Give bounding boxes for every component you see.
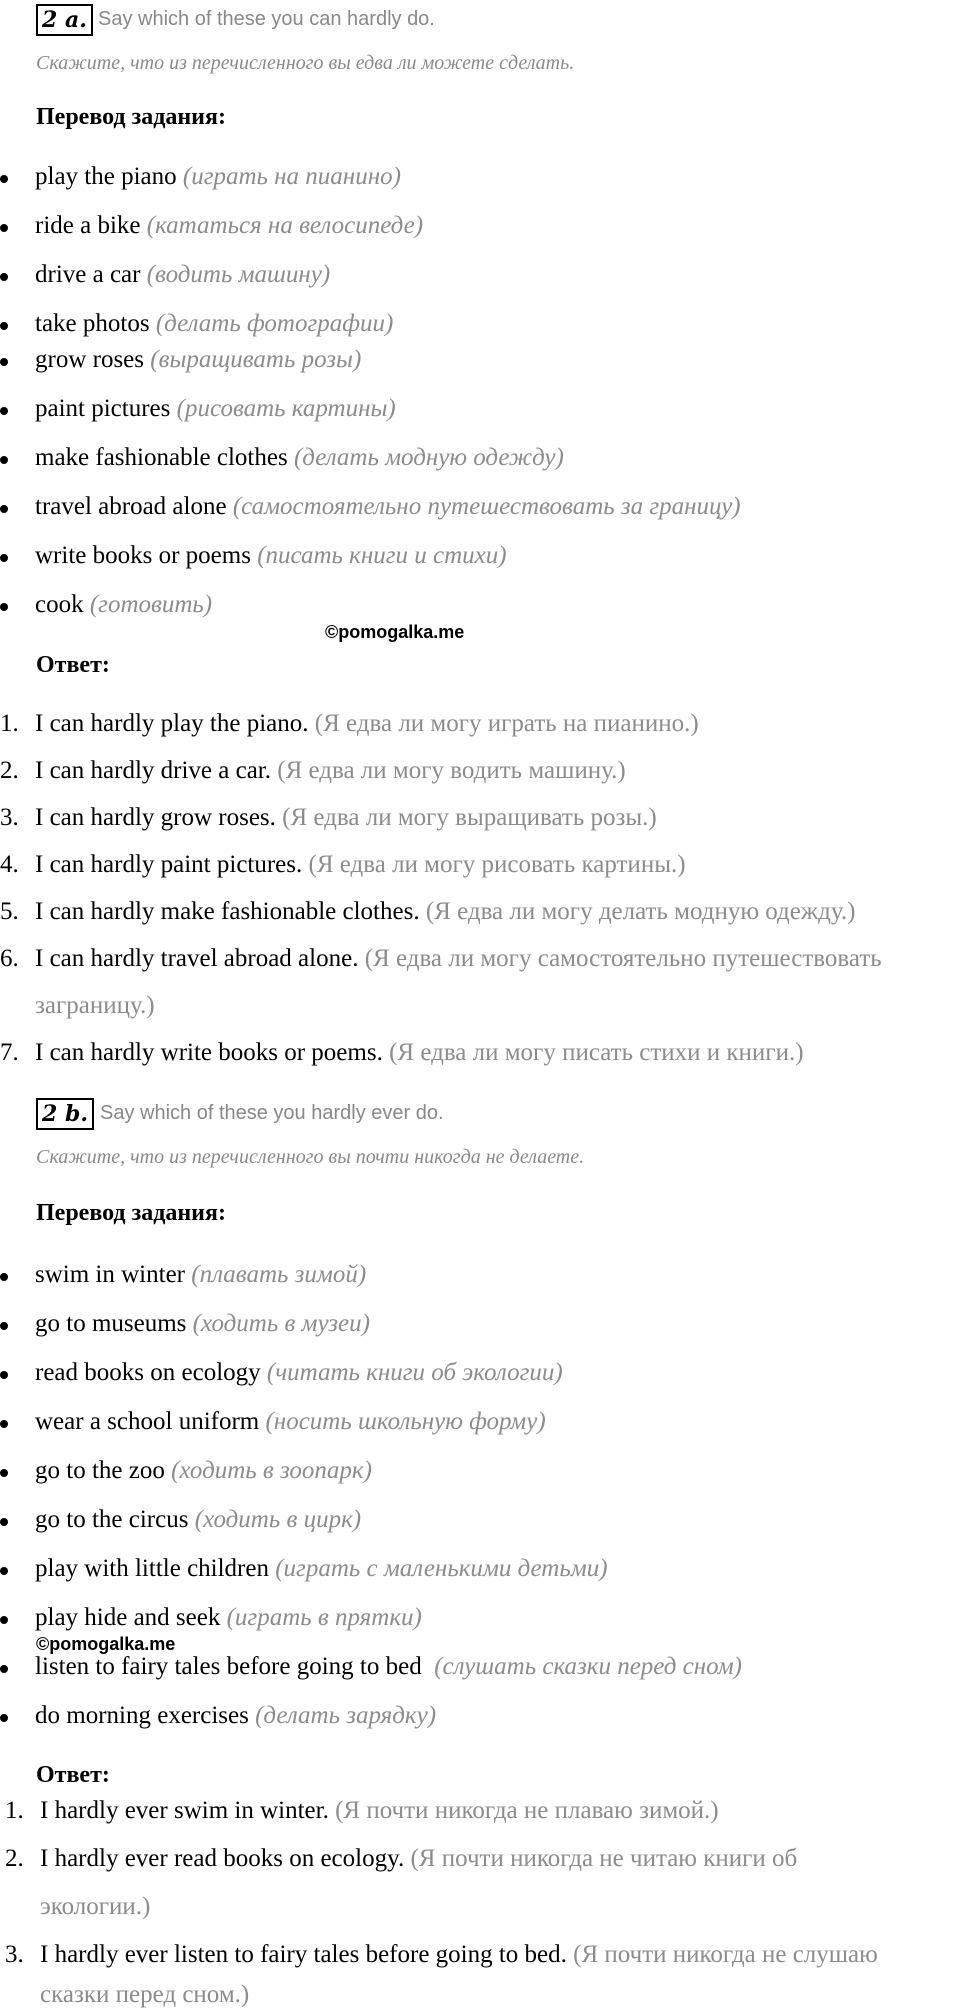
bullet-icon — [0, 224, 8, 232]
list-item: play hide and seek (играть в прятки) — [35, 1604, 422, 1631]
watermark: ©pomogalka.me — [325, 622, 465, 642]
bullet-icon — [0, 1567, 8, 1575]
answer-number: 5. — [0, 898, 19, 925]
bullet-icon — [0, 1518, 8, 1526]
bullet-icon — [0, 1322, 8, 1330]
list-item: read books on ecology (читать книги об экологии) — [35, 1359, 563, 1386]
list-item: make fashionable clothes (делать модную одежду) — [35, 444, 564, 471]
answer-number: 3. — [0, 804, 19, 831]
answer-line: I can hardly paint pictures. (Я едва ли могу рисовать картины.) — [35, 851, 686, 878]
bullet-icon — [0, 1714, 8, 1722]
bullet-icon — [0, 322, 8, 330]
bullet-icon — [0, 1469, 8, 1477]
answer-number: 3. — [5, 1941, 24, 1968]
answer-number: 7. — [0, 1039, 19, 1066]
answer-line-continuation: заграницу.) — [35, 992, 155, 1019]
bullet-icon — [0, 1665, 8, 1673]
bullet-icon — [0, 1616, 8, 1624]
task-a-instruction: Say which of these you can hardly do. — [98, 8, 435, 30]
bullet-icon — [0, 456, 8, 464]
answer-line: I hardly ever swim in winter. (Я почти никогда не плаваю зимой.) — [40, 1797, 719, 1824]
list-item: cook (готовить) — [35, 591, 213, 618]
answer-line: I can hardly play the piano. (Я едва ли могу играть на пианино.) — [35, 710, 699, 737]
list-item: go to the circus (ходить в цирк) — [35, 1506, 362, 1533]
list-item: drive a car (водить машину) — [35, 261, 331, 288]
answer-line: I hardly ever read books on ecology. (Я почти никогда не читаю книги об — [40, 1845, 798, 1872]
task-a-answer-heading: Ответ: — [36, 652, 110, 678]
bullet-icon — [0, 175, 8, 183]
answer-number: 2. — [0, 757, 19, 784]
list-item: listen to fairy tales before going to bed (слушать сказки перед сном) — [35, 1653, 743, 1680]
task-b-heading: Перевод задания: — [36, 1200, 226, 1226]
list-item: play the piano (играть на пианино) — [35, 163, 401, 190]
answer-line: I can hardly grow roses. (Я едва ли могу выращивать розы.) — [35, 804, 657, 831]
list-item: take photos (делать фотографии) — [35, 310, 394, 337]
task-a-translation: Скажите, что из перечисленного вы едва ли можете сделать. — [36, 52, 575, 74]
answer-line: I can hardly travel abroad alone. (Я едва ли могу самостоятельно путешествовать — [35, 945, 882, 972]
task-a-heading: Перевод задания: — [36, 104, 226, 130]
bullet-icon — [0, 358, 8, 366]
answer-number: 1. — [0, 710, 19, 737]
task-b-answer-heading: Ответ: — [36, 1762, 110, 1788]
list-item: grow roses (выращивать розы) — [35, 346, 362, 373]
list-item: go to the zoo (ходить в зоопарк) — [35, 1457, 372, 1484]
answer-line: I can hardly drive a car. (Я едва ли могу водить машину.) — [35, 757, 626, 784]
task-b-label: 2 b. — [36, 1098, 94, 1130]
answer-line: I can hardly write books or poems. (Я едва ли могу писать стихи и книги.) — [35, 1039, 804, 1066]
answer-line-continuation: сказки перед сном.) — [40, 1981, 250, 2008]
bullet-icon — [0, 603, 8, 611]
answer-number: 2. — [5, 1845, 24, 1872]
bullet-icon — [0, 1371, 8, 1379]
bullet-icon — [0, 505, 8, 513]
answer-line: I hardly ever listen to fairy tales before going to bed. (Я почти никогда не слушаю — [40, 1941, 878, 1968]
answer-line: I can hardly make fashionable clothes. (Я едва ли могу делать модную одежду.) — [35, 898, 856, 925]
answer-number: 1. — [5, 1797, 24, 1824]
task-b-instruction: Say which of these you hardly ever do. — [100, 1102, 444, 1124]
list-item: wear a school uniform (носить школьную форму) — [35, 1408, 546, 1435]
bullet-icon — [0, 1420, 8, 1428]
list-item: write books or poems (писать книги и стихи) — [35, 542, 507, 569]
bullet-icon — [0, 554, 8, 562]
list-item: go to museums (ходить в музеи) — [35, 1310, 370, 1337]
answer-line-continuation: экологии.) — [40, 1893, 151, 1920]
task-a-label: 2 a. — [36, 4, 93, 36]
answer-number: 4. — [0, 851, 19, 878]
list-item: paint pictures (рисовать картины) — [35, 395, 396, 422]
bullet-icon — [0, 273, 8, 281]
answer-number: 6. — [0, 945, 19, 972]
list-item: swim in winter (плавать зимой) — [35, 1261, 367, 1288]
list-item: travel abroad alone (самостоятельно путешествовать за границу) — [35, 493, 741, 520]
list-item: play with little children (играть с маленькими детьми) — [35, 1555, 608, 1582]
bullet-icon — [0, 407, 8, 415]
bullet-icon — [0, 1273, 8, 1281]
task-b-translation: Скажите, что из перечисленного вы почти никогда не делаете. — [36, 1146, 585, 1168]
list-item: do morning exercises (делать зарядку) — [35, 1702, 437, 1729]
list-item: ride a bike (кататься на велосипеде) — [35, 212, 424, 239]
watermark: ©pomogalka.me — [36, 1634, 176, 1654]
